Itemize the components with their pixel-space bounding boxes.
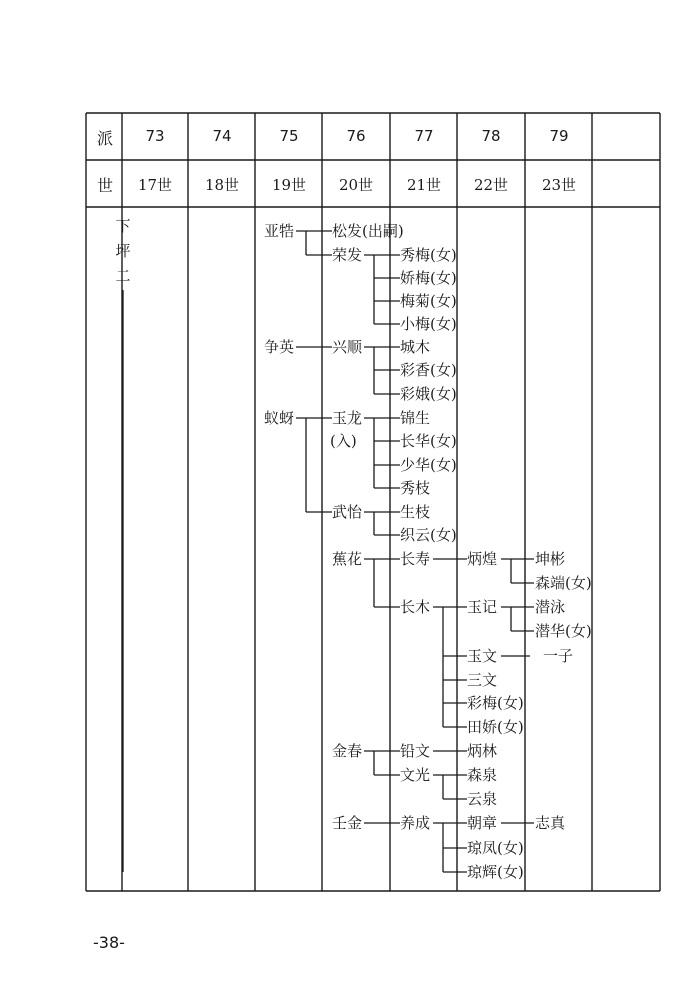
pai-number: 79 [549,127,569,145]
person-name: 争英 [264,338,295,356]
person-name: 田娇(女) [467,718,524,736]
person-name: 彩香(女) [400,361,457,379]
person-name: 志真 [535,814,566,832]
person-name: 潜华(女) [535,622,592,640]
pai-number: 78 [481,127,501,145]
person-name: 彩娥(女) [400,385,457,403]
person-name: 三文 [467,671,498,689]
person-name: 铅文 [400,742,431,760]
person-name: 锦生 [400,409,431,427]
generation-label: 18世 [204,176,240,194]
pai-number: 77 [414,127,434,145]
person-name: 炳煌 [467,550,498,568]
person-name: 玉龙 [332,409,363,427]
person-name: 森泉 [467,766,498,784]
person-name: 小梅(女) [400,315,457,333]
person-name: 松发(出嗣) [332,222,404,240]
person-name: 坤彬 [535,550,566,568]
person-name: 炳林 [467,742,498,760]
person-name: 亚牿 [264,222,295,240]
generation-label: 21世 [406,176,442,194]
person-name: 蚁蚜 [264,409,295,427]
person-name: 荣发 [332,246,363,264]
person-name: 潜泳 [535,598,566,616]
person-name: 森端(女) [535,574,592,592]
generation-label: 20世 [338,176,374,194]
generation-label: 19世 [271,176,307,194]
person-name: 城木 [400,338,431,356]
person-name: 一子 [543,647,574,665]
branch-char: 坪 [115,242,131,260]
person-name: 玉记 [467,598,498,616]
person-name: 金春 [332,742,363,760]
generation-label: 22世 [473,176,509,194]
person-name: 长木 [400,598,431,616]
branch-char: 下 [115,217,131,235]
person-name: 玉文 [467,647,498,665]
person-name: 朝章 [467,814,498,832]
pai-label: 派 [96,129,113,148]
person-name: 娇梅(女) [400,269,457,287]
pai-number: 74 [212,127,232,145]
shi-label: 世 [96,176,113,195]
pai-number: 76 [346,127,366,145]
person-name: 琼辉(女) [467,863,524,881]
pai-number: 75 [279,127,299,145]
page-number: -38- [93,933,125,952]
person-name: 壬金 [332,814,363,832]
pai-number: 73 [145,127,165,145]
person-name: 秀梅(女) [400,246,457,264]
person-name: 少华(女) [400,456,457,474]
person-name: 秀枝 [400,479,431,497]
person-name: 长寿 [400,550,431,568]
person-name: 长华(女) [400,432,457,450]
person-name: 武怡 [332,503,363,521]
person-name: 云泉 [467,790,498,808]
person-name: 兴顺 [332,338,363,356]
person-name: 养成 [400,814,431,832]
person-name: 彩梅(女) [467,694,524,712]
person-name: 生枝 [400,503,431,521]
adoption-note: (入) [330,432,357,450]
branch-char: 二 [115,267,131,285]
person-name: 琼凤(女) [467,839,524,857]
person-name: 梅菊(女) [400,292,457,310]
person-name: 织云(女) [400,526,457,544]
person-name: 文光 [400,766,431,784]
person-name: 蕉花 [332,550,363,568]
generation-label: 17世 [137,176,173,194]
generation-label: 23世 [541,176,577,194]
